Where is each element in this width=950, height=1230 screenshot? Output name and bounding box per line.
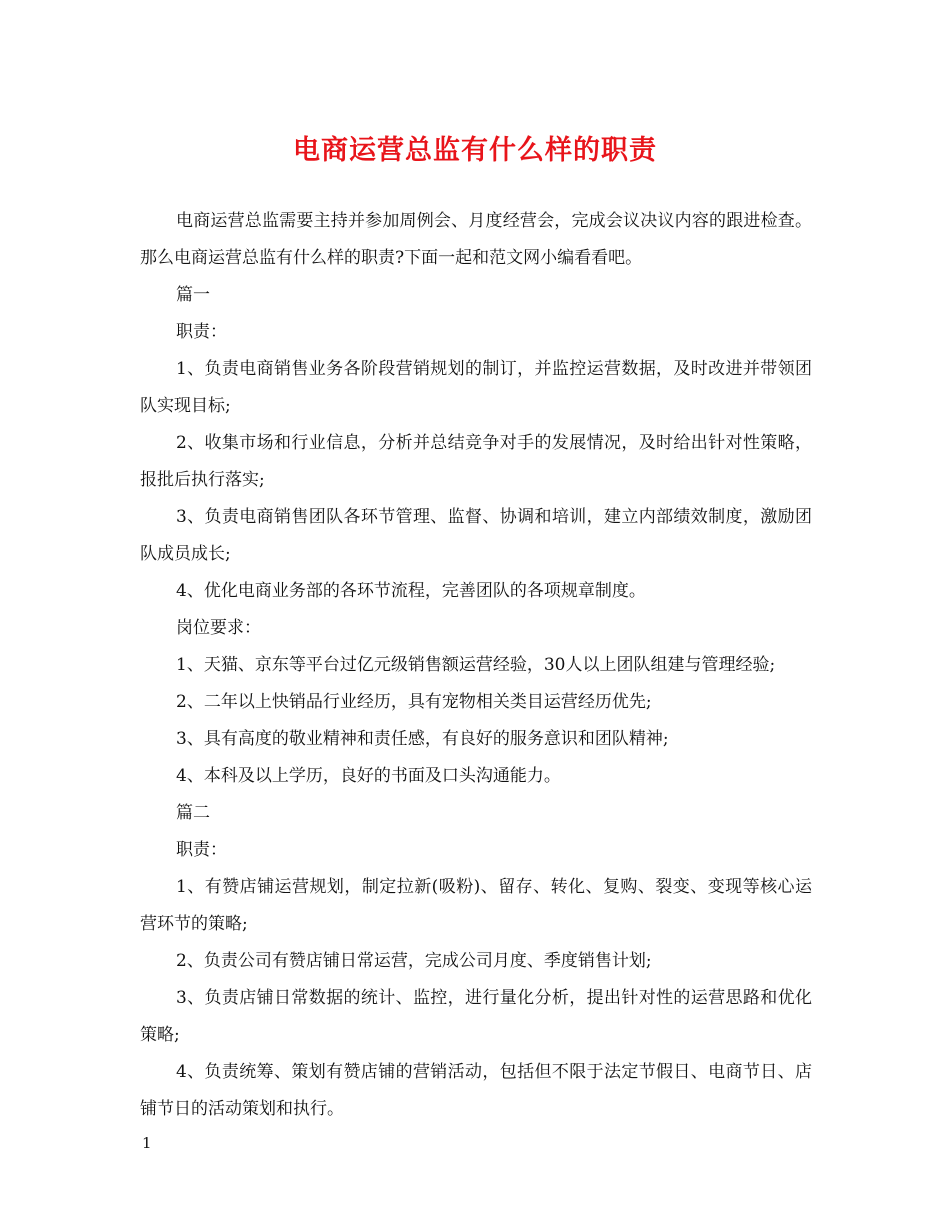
requirement-item: 1、天猫、京东等平台过亿元级销售额运营经验，30人以上团队组建与管理经验; [176,655,776,675]
duty-item: 4、负责统筹、策划有赞店铺的营销活动，包括但不限于法定节假日、电商节日、店铺节日的活动策划和执行。 [140,1062,812,1119]
page-number: 1 [142,1134,152,1152]
document-title: 电商运营总监有什么样的职责 [293,135,657,166]
duties-heading: 职责： [176,322,227,342]
duty-item: 1、负责电商销售业务各阶段营销规划的制订，并监控运营数据，及时改进并带领团队实现目标; [140,359,812,416]
requirement-item: 4、本科及以上学历，良好的书面及口头沟通能力。 [176,766,561,786]
duty-item: 4、优化电商业务部的各环节流程，完善团队的各项规章制度。 [176,581,646,601]
duty-item: 3、负责电商销售团队各环节管理、监督、协调和培训，建立内部绩效制度，激励团队成员成长; [140,507,812,564]
duty-item: 2、收集市场和行业信息，分析并总结竞争对手的发展情况，及时给出针对性策略，报批后执行落实; [140,433,812,490]
section-heading-part-two: 篇二 [176,803,210,823]
document-body [140,203,812,1128]
requirement-item: 2、二年以上快销品行业经历，具有宠物相关类目运营经历优先; [176,692,652,712]
requirement-item: 3、具有高度的敬业精神和责任感，有良好的服务意识和团队精神; [176,729,669,749]
intro-paragraph: 电商运营总监需要主持并参加周例会、月度经营会，完成会议决议内容的跟进检查。那么电商运营总监有什么样的职责?下面一起和范文网小编看看吧。 [140,211,812,268]
duty-item: 1、有赞店铺运营规划，制定拉新(吸粉)、留存、转化、复购、裂变、变现等核心运营环节的策略; [140,877,812,934]
section-heading-part-one: 篇一 [176,285,210,305]
duty-item: 3、负责店铺日常数据的统计、监控，进行量化分析，提出针对性的运营思路和优化策略; [140,988,812,1045]
requirements-heading: 岗位要求： [176,618,261,638]
duties-heading: 职责： [176,840,227,860]
duty-item: 2、负责公司有赞店铺日常运营，完成公司月度、季度销售计划; [176,951,652,971]
